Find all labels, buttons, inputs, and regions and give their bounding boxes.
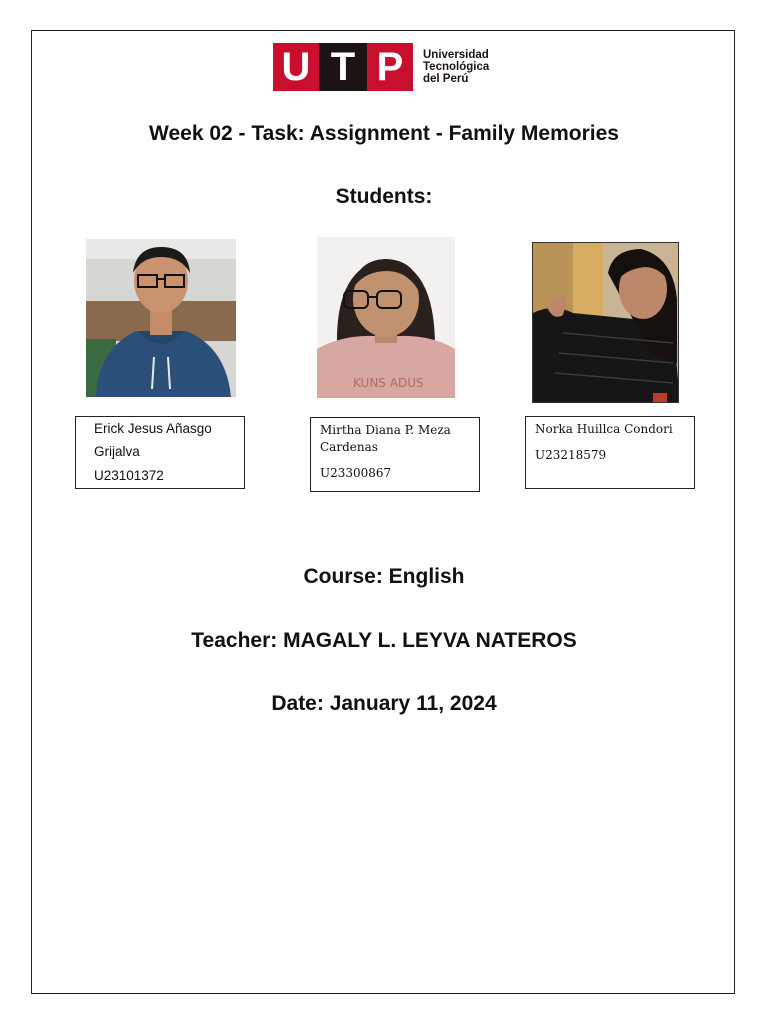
utp-logo [273,43,489,91]
student-card-3 [525,416,695,489]
logo-text-line: Universidad [423,49,489,61]
student-photo-1 [86,239,236,397]
student-name-cont: Cardenas [320,440,378,454]
page-frame [31,30,735,994]
svg-text:KUNS ADUS: KUNS ADUS [353,376,424,390]
student-card-2 [310,417,480,492]
student-photo-2 [317,237,455,398]
logo-letter-u: U [273,43,319,91]
student-name: Norka Huillca Condori [535,422,673,436]
logo-text-line: del Perú [423,73,469,85]
date-line: Date: January 11, 2024 [271,692,497,715]
assignment-title: Week 02 - Task: Assignment - Family Memories [149,122,619,145]
logo-text-line: Tecnológica [423,61,490,73]
student-card-1 [75,416,245,489]
student-id: U23218579 [535,448,607,462]
logo-letter-p: P [367,43,413,91]
student-name: Mirtha Diana P. Meza [320,423,451,437]
logo-text [423,49,489,85]
student-name: Erick Jesus Añasgo [94,421,212,436]
student-name-cont: Grijalva [94,444,140,459]
logo-letter-t: T [319,43,367,91]
course-line: Course: English [303,565,465,588]
students-heading: Students: [335,185,433,208]
student-photo-3 [532,242,679,403]
student-id: U23101372 [94,468,164,483]
student-id: U23300867 [320,466,392,480]
teacher-line: Teacher: MAGALY L. LEYVA NATEROS [191,629,577,652]
